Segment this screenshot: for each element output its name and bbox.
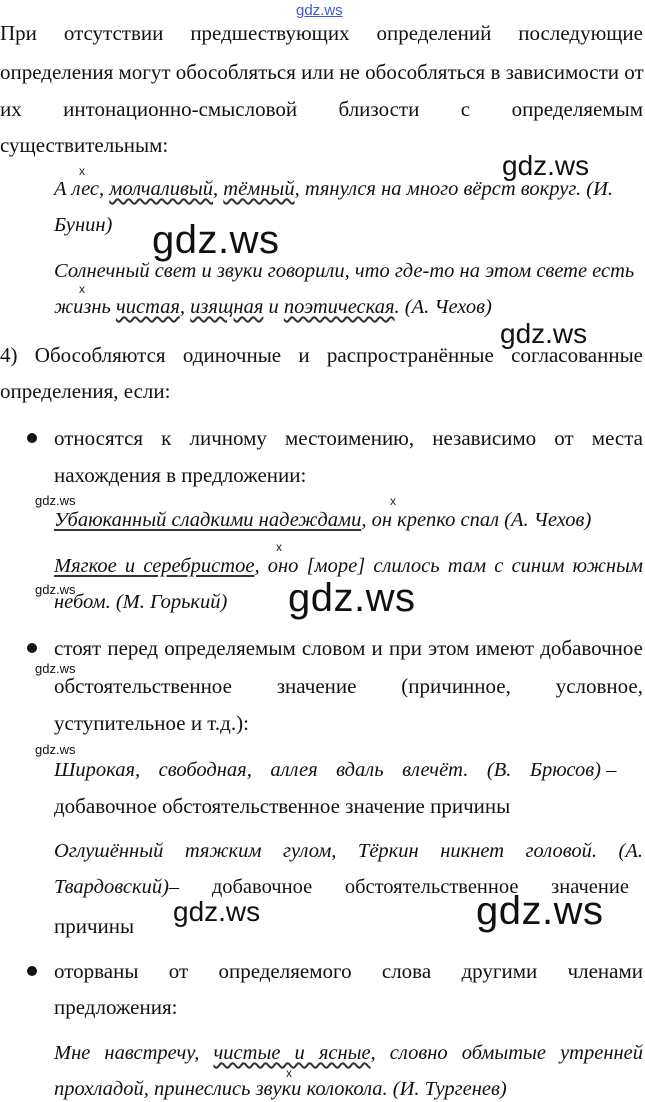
example-line: Мягкое и серебристое, оно [море] слилось там с синим южным bbox=[54, 555, 643, 577]
watermark: gdz.ws bbox=[502, 150, 590, 181]
bullet-text: стоят перед определяемым словом и при этом имеют добавочное bbox=[54, 636, 643, 660]
watermark: gdz.ws bbox=[476, 889, 604, 933]
intro-line: определения могут обособляться или не обособляться в зависимости от bbox=[0, 60, 644, 84]
intro-line: существительным: bbox=[0, 133, 169, 157]
x-mark: x bbox=[79, 164, 85, 178]
bullet-text: относятся к личному местоимению, независимо от места bbox=[54, 426, 643, 450]
watermark: gdz.ws bbox=[35, 582, 76, 597]
watermark: gdz.ws bbox=[500, 318, 588, 349]
example-line: жизнь чистая, изящная и поэтическая. (А. Чехов) bbox=[54, 296, 492, 318]
example-line: прохладой, принеслись звуки колокола. (И. Тургенев) bbox=[54, 1078, 507, 1100]
watermark: gdz.ws bbox=[35, 742, 76, 757]
watermark: gdz.ws bbox=[152, 218, 280, 262]
rule-line: 4) Обособляются одиночные и распространённые согласованные bbox=[0, 343, 643, 367]
watermark: gdz.ws bbox=[35, 661, 76, 676]
example-line: Убаюканный сладкими надеждами, он крепко спал (А. Чехов) bbox=[54, 509, 592, 531]
example-line: Бунин) bbox=[54, 214, 113, 236]
watermark: gdz.ws bbox=[35, 493, 76, 508]
x-mark: x bbox=[286, 1066, 292, 1080]
x-mark: x bbox=[276, 540, 282, 554]
bullet-text: предложения: bbox=[54, 995, 178, 1019]
example-line: Солнечный свет и звуки говорили, что где-то на этом свете есть bbox=[54, 260, 635, 282]
example-note: причины bbox=[54, 914, 135, 938]
intro-line: При отсутствии предшествующих определений последующие bbox=[0, 21, 643, 45]
bullet-icon bbox=[27, 643, 37, 653]
watermark-top: gdz.ws bbox=[296, 2, 343, 19]
bullet-text: нахождения в предложении: bbox=[54, 463, 307, 487]
example-line: Широкая, свободная, аллея вдаль влечёт. (В. Брюсов) – bbox=[54, 759, 617, 781]
watermark: gdz.ws bbox=[288, 576, 416, 620]
example-line: А лес, молчаливый, тёмный, тянулся на много вёрст вокруг. (И. bbox=[54, 178, 614, 200]
example-line: Оглушённый тяжким гулом, Тёркин никнет головой. (А. bbox=[54, 840, 643, 862]
rule-line: определения, если: bbox=[0, 379, 171, 403]
example-line: небом. (М. Горький) bbox=[54, 591, 228, 613]
x-mark: x bbox=[390, 494, 396, 508]
bullet-text: обстоятельственное значение (причинное, условное, bbox=[54, 674, 643, 698]
example-line: Мне навстречу, чистые и ясные, словно обмытые утренней bbox=[54, 1042, 644, 1064]
bullet-icon bbox=[27, 966, 37, 976]
example-line: Твардовский)– добавочное обстоятельственное значение bbox=[54, 876, 629, 898]
bullet-icon bbox=[27, 433, 37, 443]
watermark: gdz.ws bbox=[173, 896, 261, 927]
bullet-text: оторваны от определяемого слова другими членами bbox=[54, 959, 643, 983]
bullet-text: уступительное и т.д.): bbox=[54, 711, 249, 735]
intro-line: их интонационно-смысловой близости с определяемым bbox=[0, 97, 643, 121]
example-note: добавочное обстоятельственное значение причины bbox=[54, 794, 511, 818]
x-mark: x bbox=[79, 282, 85, 296]
